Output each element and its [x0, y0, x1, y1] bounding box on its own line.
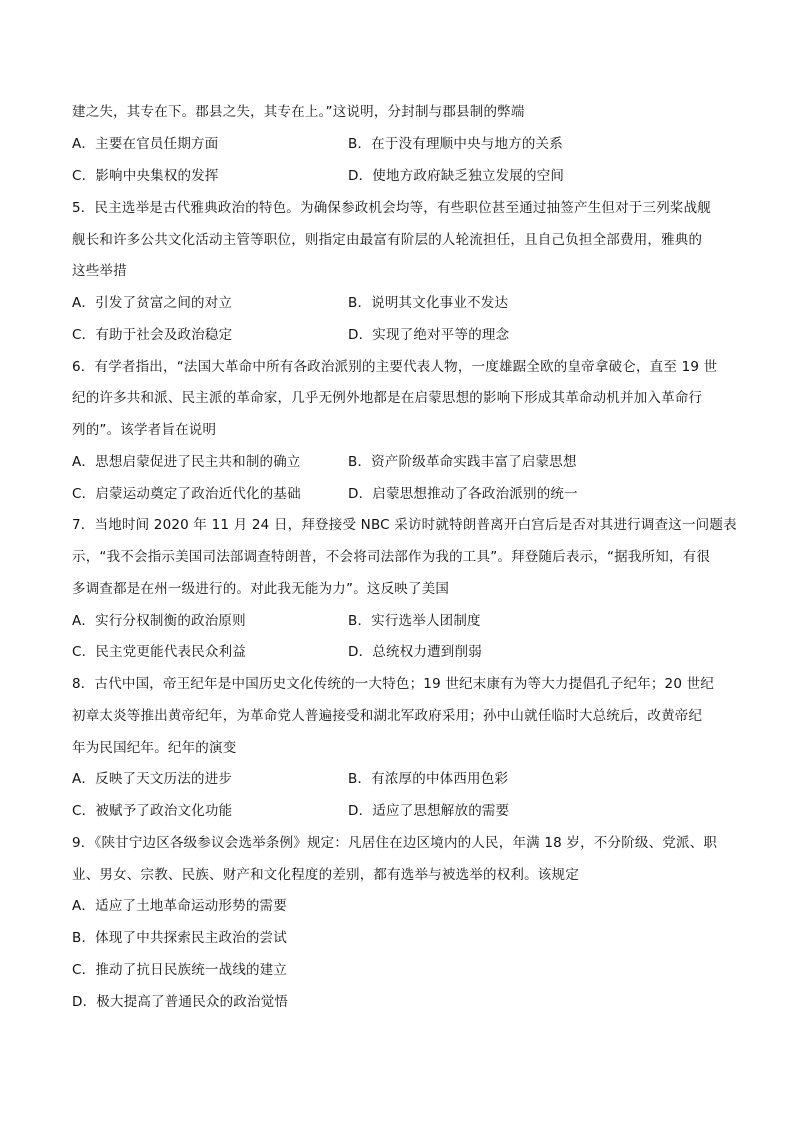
q5-option-c: C．有助于社会及政治稳定	[72, 327, 233, 343]
q7-option-d: D．总统权力遭到削弱	[348, 644, 482, 660]
q7-stem-line-3: 多调查都是在州一级进行的。对此我无能为力”。这反映了美国	[72, 581, 450, 597]
q6-option-b: B．资产阶级革命实践丰富了启蒙思想	[348, 454, 577, 470]
q8-stem-line-3: 年为民国纪年。纪年的演变	[72, 740, 237, 756]
q9-option-d: D．极大提高了普通民众的政治觉悟	[72, 994, 289, 1010]
q4-option-d: D．使地方政府缺乏独立发展的空间	[348, 168, 565, 184]
q4-option-a: A．主要在官员任期方面	[72, 136, 219, 152]
q8-option-a: A．反映了天文历法的进步	[72, 771, 233, 787]
q4-option-b: B．在于没有理顺中央与地方的关系	[348, 136, 563, 152]
q6-stem-line-1: 6．有学者指出，“法国大革命中所有各政治派别的主要代表人物，一度雄踞全欧的皇帝拿破仑，直至 19 世	[72, 359, 718, 375]
q5-stem-line-1: 5．民主选举是古代雅典政治的特色。为确保参政机会均等，有些职位甚至通过抽签产生但对于三列桨战舰	[72, 200, 711, 216]
q7-option-a: A．实行分权制衡的政治原则	[72, 613, 246, 629]
q9-stem-line-2: 业、男女、宗教、民族、财产和文化程度的差别，都有选举与被选举的权利。该规定	[72, 867, 579, 883]
q6-stem-line-3: 列的”。该学者旨在说明	[72, 422, 217, 438]
q7-stem-line-1: 7．当地时间 2020 年 11 月 24 日，拜登接受 NBC 采访时就特朗普离开白宫后是否对其进行调查这一问题表	[72, 517, 737, 533]
q6-option-a: A．思想启蒙促进了民主共和制的确立	[72, 454, 301, 470]
q7-stem-line-2: 示，“我不会指示美国司法部调查特朗普，不会将司法部作为我的工具”。拜登随后表示，“据我所知，有很	[72, 549, 711, 565]
q9-option-a: A．适应了土地革命运动形势的需要	[72, 898, 287, 914]
q4-option-c: C．影响中央集权的发挥	[72, 168, 219, 184]
q8-stem-line-1: 8．古代中国，帝王纪年是中国历史文化传统的一大特色；19 世纪末康有为等大力提倡孔子纪年；20 世纪	[72, 676, 715, 692]
q9-option-b: B．体现了中共探索民主政治的尝试	[72, 930, 287, 946]
q5-stem-line-3: 这些举措	[72, 263, 127, 279]
q6-option-c: C．启蒙运动奠定了政治近代化的基础	[72, 486, 301, 502]
q8-option-c: C．被赋予了政治文化功能	[72, 803, 233, 819]
q7-option-b: B．实行选举人团制度	[348, 613, 481, 629]
q5-option-b: B．说明其文化事业不发达	[348, 295, 509, 311]
q5-option-a: A．引发了贫富之间的对立	[72, 295, 233, 311]
q8-option-b: B．有浓厚的中体西用色彩	[348, 771, 509, 787]
q9-stem-line-1: 9．《陕甘宁边区各级参议会选举条例》规定：凡居住在边区境内的人民，年满 18 岁，不分阶级、党派、职	[72, 835, 718, 851]
q6-stem-line-2: 纪的许多共和派、民主派的革命家，几乎无例外地都是在启蒙思想的影响下形成其革命动机并加入革命行	[72, 390, 703, 406]
q8-stem-line-2: 初章太炎等推出黄帝纪年，为革命党人普遍接受和湖北军政府采用；孙中山就任临时大总统后，改黄帝纪	[72, 708, 703, 724]
q5-option-d: D．实现了绝对平等的理念	[348, 327, 510, 343]
q5-stem-line-2: 舰长和许多公共文化活动主管等职位，则指定由最富有阶层的人轮流担任，且自己负担全部费用，雅典的	[72, 232, 703, 248]
q8-option-d: D．适应了思想解放的需要	[348, 803, 510, 819]
q9-option-c: C．推动了抗日民族统一战线的建立	[72, 962, 288, 978]
q7-option-c: C．民主党更能代表民众利益	[72, 644, 247, 660]
q4-stem-continuation: 建之失，其专在下。郡县之失，其专在上。”这说明，分封制与郡县制的弊端	[72, 104, 525, 120]
q6-option-d: D．启蒙思想推动了各政治派别的统一	[348, 486, 578, 502]
